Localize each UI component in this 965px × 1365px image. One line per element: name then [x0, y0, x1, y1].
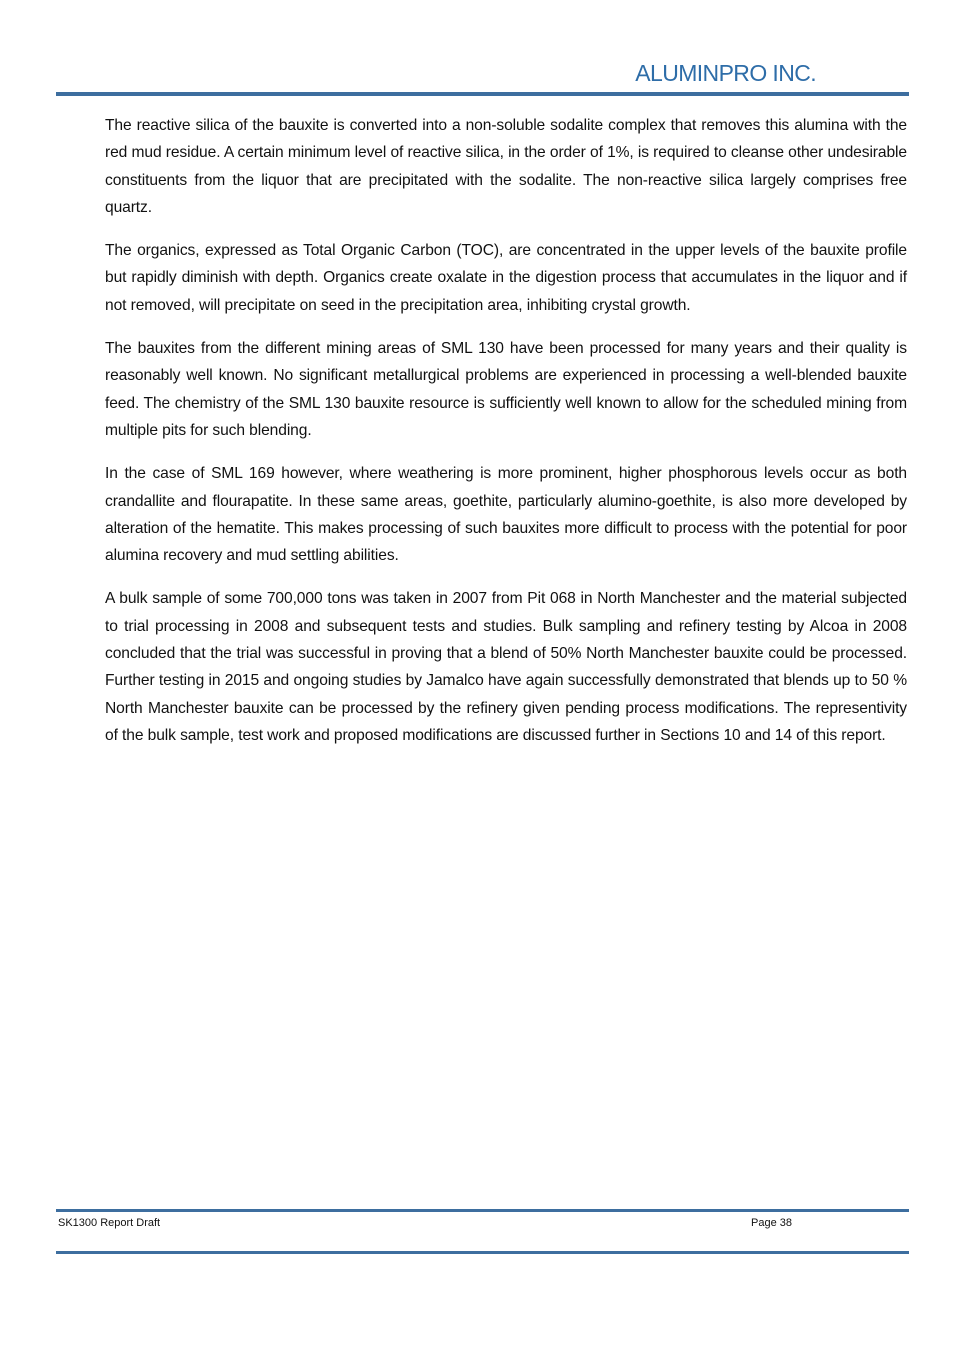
paragraph-organics: The organics, expressed as Total Organic Carbon (TOC), are concentrated in the upper levels of the bauxite profile but rapidly diminish with depth. Organics create oxalate in the digestion process that accumulates in the liquor and if not removed, will precipitate on seed in the precipitation area, inhibiting crystal growth. — [105, 242, 907, 314]
header-divider — [56, 92, 909, 96]
footer-page-number: Page 38 — [751, 1217, 792, 1229]
paragraph-sml-130: The bauxites from the different mining areas of SML 130 have been processed for many years and their quality is reasonably well known. No significant metallurgical problems are experienced in processing a well-blended bauxite feed. The chemistry of the SML 130 bauxite resource is sufficiently well known to allow for the scheduled mining from multiple pits for such blending. — [105, 340, 907, 439]
paragraph-bulk-sample: A bulk sample of some 700,000 tons was taken in 2007 from Pit 068 in North Manchester and the material subjected to trial processing in 2008 and subsequent tests and studies. Bulk sampling and refinery testing by Alcoa in 2008 concluded that the trial was successful in proving that a blend of 50% North Manchester bauxite could be processed. Further testing in 2015 and ongoing studies by Jamalco have again successfully demonstrated that blends up to 50 % North Manchester bauxite can be processed by the refinery given pending process modifications. The representivity of the bulk sample, test work and proposed modifications are discussed further in Sections 10 and 14 of this report. — [105, 590, 907, 744]
company-header-title: ALUMINPRO INC. — [635, 60, 816, 86]
footer-report-title: SK1300 Report Draft — [58, 1217, 161, 1229]
paragraph-reactive-silica: The reactive silica of the bauxite is converted into a non-soluble sodalite complex that removes this alumina with the red mud residue. A certain minimum level of reactive silica, in the order of 1%, is required to cleanse other undesirable constituents from the liquor that are precipitated with the sodalite. The non-reactive silica largely comprises free quartz. — [105, 117, 907, 216]
footer-divider-bottom — [56, 1251, 909, 1254]
paragraph-sml-169: In the case of SML 169 however, where weathering is more prominent, higher phosphorous levels occur as both crandallite and flourapatite. In these same areas, goethite, particularly alumino-goethite, is also more developed by alteration of the hematite. This makes processing of such bauxites more difficult to process with the potential for poor alumina recovery and mud settling abilities. — [105, 465, 907, 565]
footer-divider-top — [56, 1209, 909, 1212]
report-body — [105, 112, 907, 765]
